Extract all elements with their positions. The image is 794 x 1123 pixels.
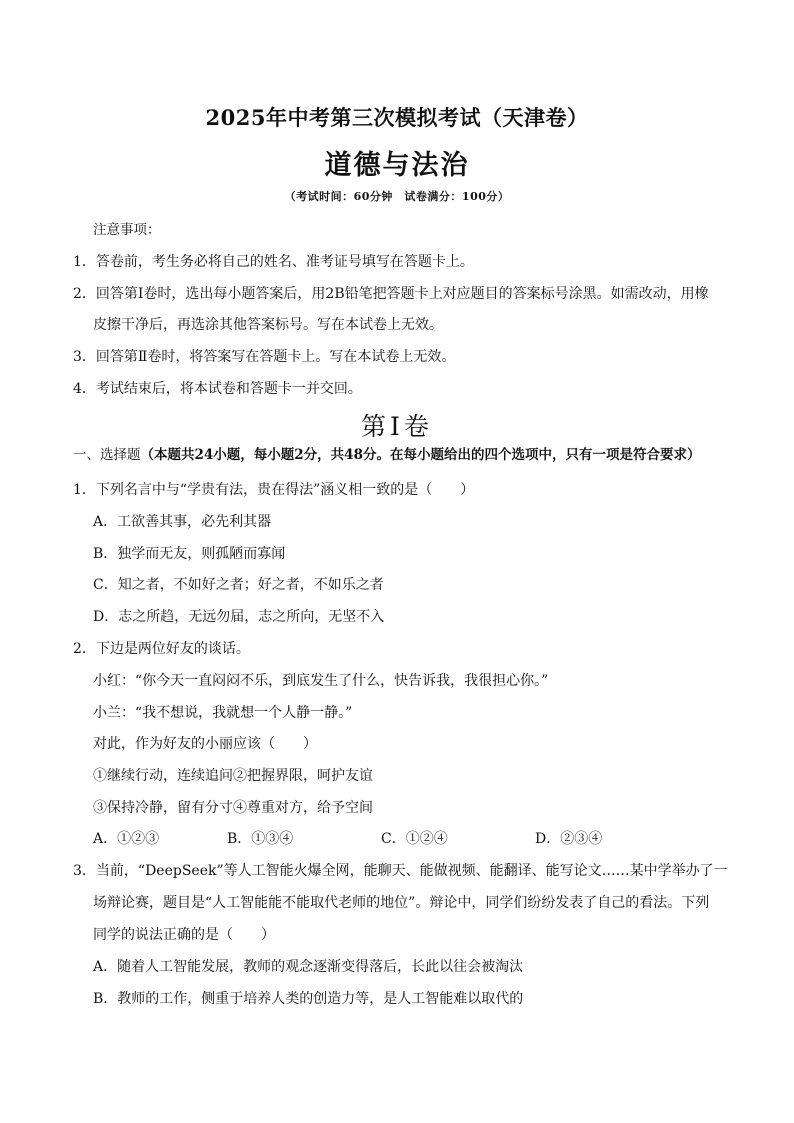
- question-2-option-a: A．①②③: [93, 831, 160, 847]
- exam-title: 2025年中考第三次模拟考试（天津卷）: [205, 105, 589, 130]
- exam-info: （考试时间：60分钟 试卷满分：100分）: [284, 190, 510, 203]
- question-1-option-a: A．工欲善其事，必先利其器: [93, 514, 272, 530]
- question-3-stem-line-3: 同学的说法正确的是（ ）: [93, 927, 275, 943]
- question-1-stem: 1．下列名言中与“学贵有法，贵在得法”涵义相一致的是（ ）: [73, 482, 475, 498]
- notice-item-2: 2．回答第Ⅰ卷时，选出每小题答案后，用2B铅笔把答题卡上对应题目的答案标号涂黑。如需改动，用橡: [73, 286, 709, 302]
- question-2-dialog-1: 小红：“你今天一直闷闷不乐，到底发生了什么，快告诉我，我很担心你。”: [93, 673, 549, 689]
- question-2-statements-1: ①继续行动，连续追问②把握界限，呵护友谊: [93, 768, 373, 784]
- question-3-stem-line-2: 场辩论赛，题目是“人工智能能不能取代老师的地位”。辩论中，同学们纷纷发表了自己的看法。下列: [93, 895, 710, 911]
- question-2-option-c: C．①②④: [381, 831, 448, 847]
- question-2-dialog-2: 小兰：“我不想说，我就想一个人静一静。”: [93, 705, 353, 721]
- question-2-prompt: 对此，作为好友的小丽应该（ ）: [93, 736, 317, 752]
- question-3-option-b: B．教师的工作，侧重于培养人类的创造力等，是人工智能难以取代的: [93, 991, 524, 1007]
- notice-heading: 注意事项：: [93, 222, 161, 238]
- question-1-option-d: D．志之所趋，无远勿届，志之所向，无坚不入: [93, 609, 385, 625]
- question-3-option-a: A．随着人工智能发展，教师的观念逐渐变得落后，长此以往会被淘汰: [93, 959, 524, 975]
- question-1-option-b: B．独学而无友，则孤陋而寡闻: [93, 546, 286, 562]
- section-label: 一、选择题: [73, 447, 141, 463]
- question-2-option-b: B．①③④: [227, 831, 294, 847]
- question-2-option-d: D．②③④: [535, 831, 603, 847]
- notice-item-4: 4．考试结束后，将本试卷和答题卡一并交回。: [73, 381, 362, 397]
- notice-item-3: 3．回答第Ⅱ卷时，将答案写在答题卡上。写在本试卷上无效。: [73, 349, 456, 365]
- section-rule: （本题共24小题，每小题2分，共48分。在每小题给出的四个选项中，只有一项是符合要求）: [140, 447, 701, 463]
- question-3-stem-line-1: 3．当前，“DeepSeek”等人工智能火爆全网，能聊天、能做视频、能翻译、能写论文……某中学举办了一: [73, 863, 728, 879]
- notice-item-1: 1．答卷前，考生务必将自己的姓名、准考证号填写在答题卡上。: [73, 254, 474, 270]
- notice-item-2-continued: 皮擦干净后，再选涂其他答案标号。写在本试卷上无效。: [93, 317, 443, 333]
- section-heading: [73, 446, 700, 464]
- question-1-option-c: C．知之者，不如好之者；好之者，不如乐之者: [93, 577, 384, 593]
- subject-title: 道德与法治: [324, 150, 470, 181]
- question-2-statements-2: ③保持冷静，留有分寸④尊重对方，给予空间: [93, 800, 373, 816]
- part-title: 第Ⅰ卷: [361, 412, 433, 441]
- question-2-stem: 2．下边是两位好友的谈话。: [73, 641, 250, 657]
